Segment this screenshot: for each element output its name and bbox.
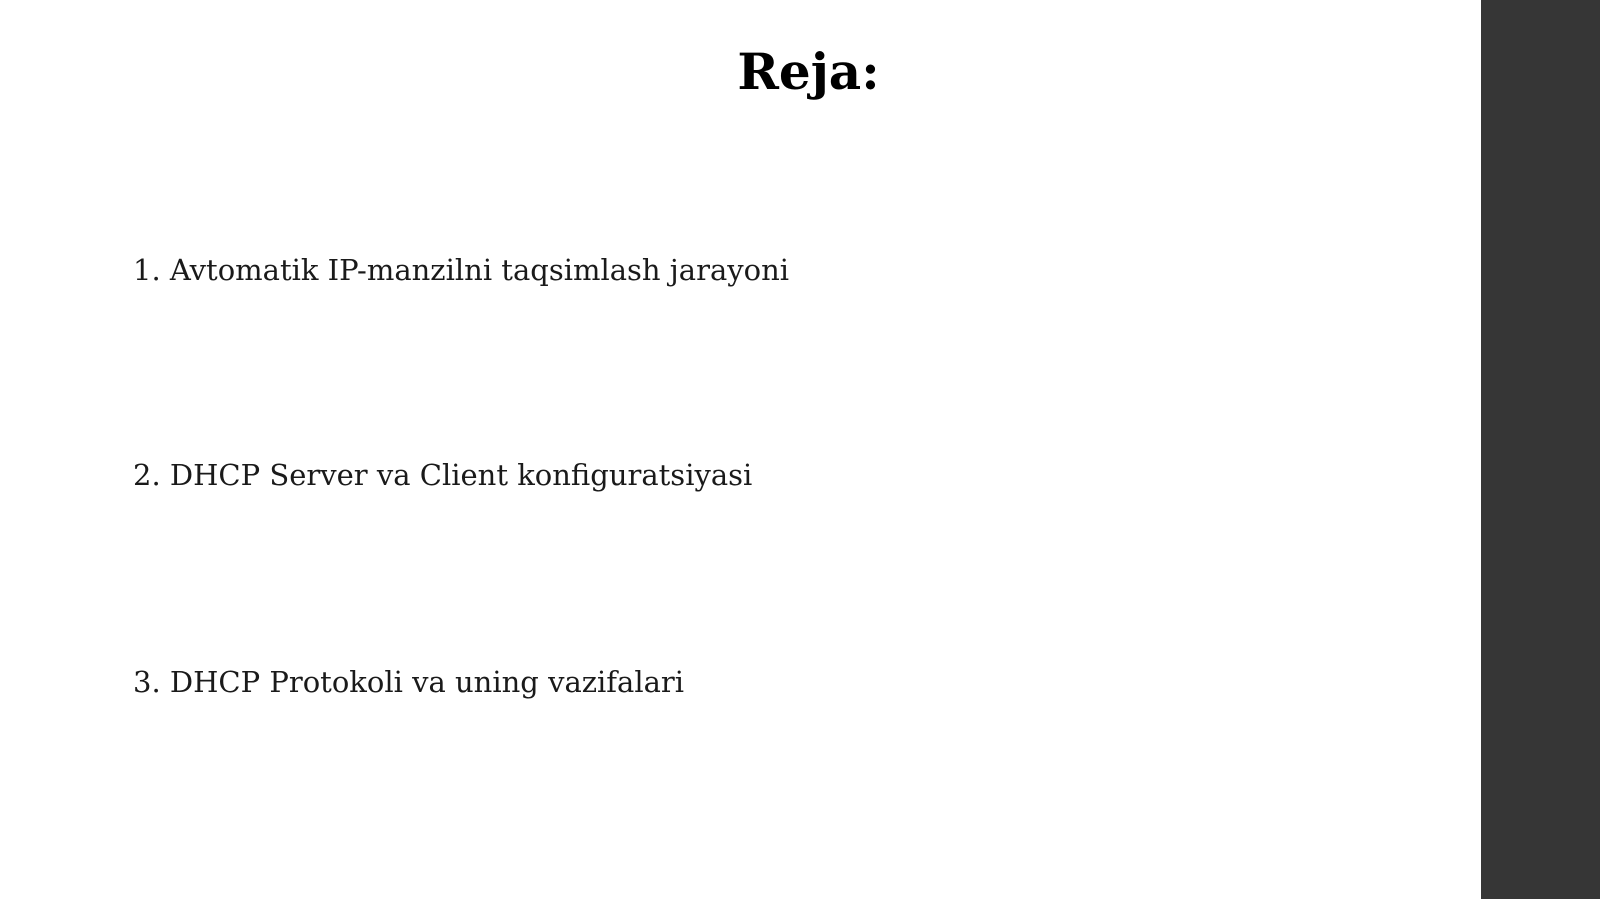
side-panel bbox=[1481, 0, 1600, 899]
slide-title: Reja: bbox=[737, 42, 880, 101]
plan-item-3: 3. DHCP Protokoli va uning vazifalari bbox=[133, 665, 685, 699]
plan-item-1: 1. Avtomatik IP-manzilni taqsimlash jarayoni bbox=[133, 253, 790, 287]
plan-item-2: 2. DHCP Server va Client konfiguratsiyasi bbox=[133, 458, 753, 492]
